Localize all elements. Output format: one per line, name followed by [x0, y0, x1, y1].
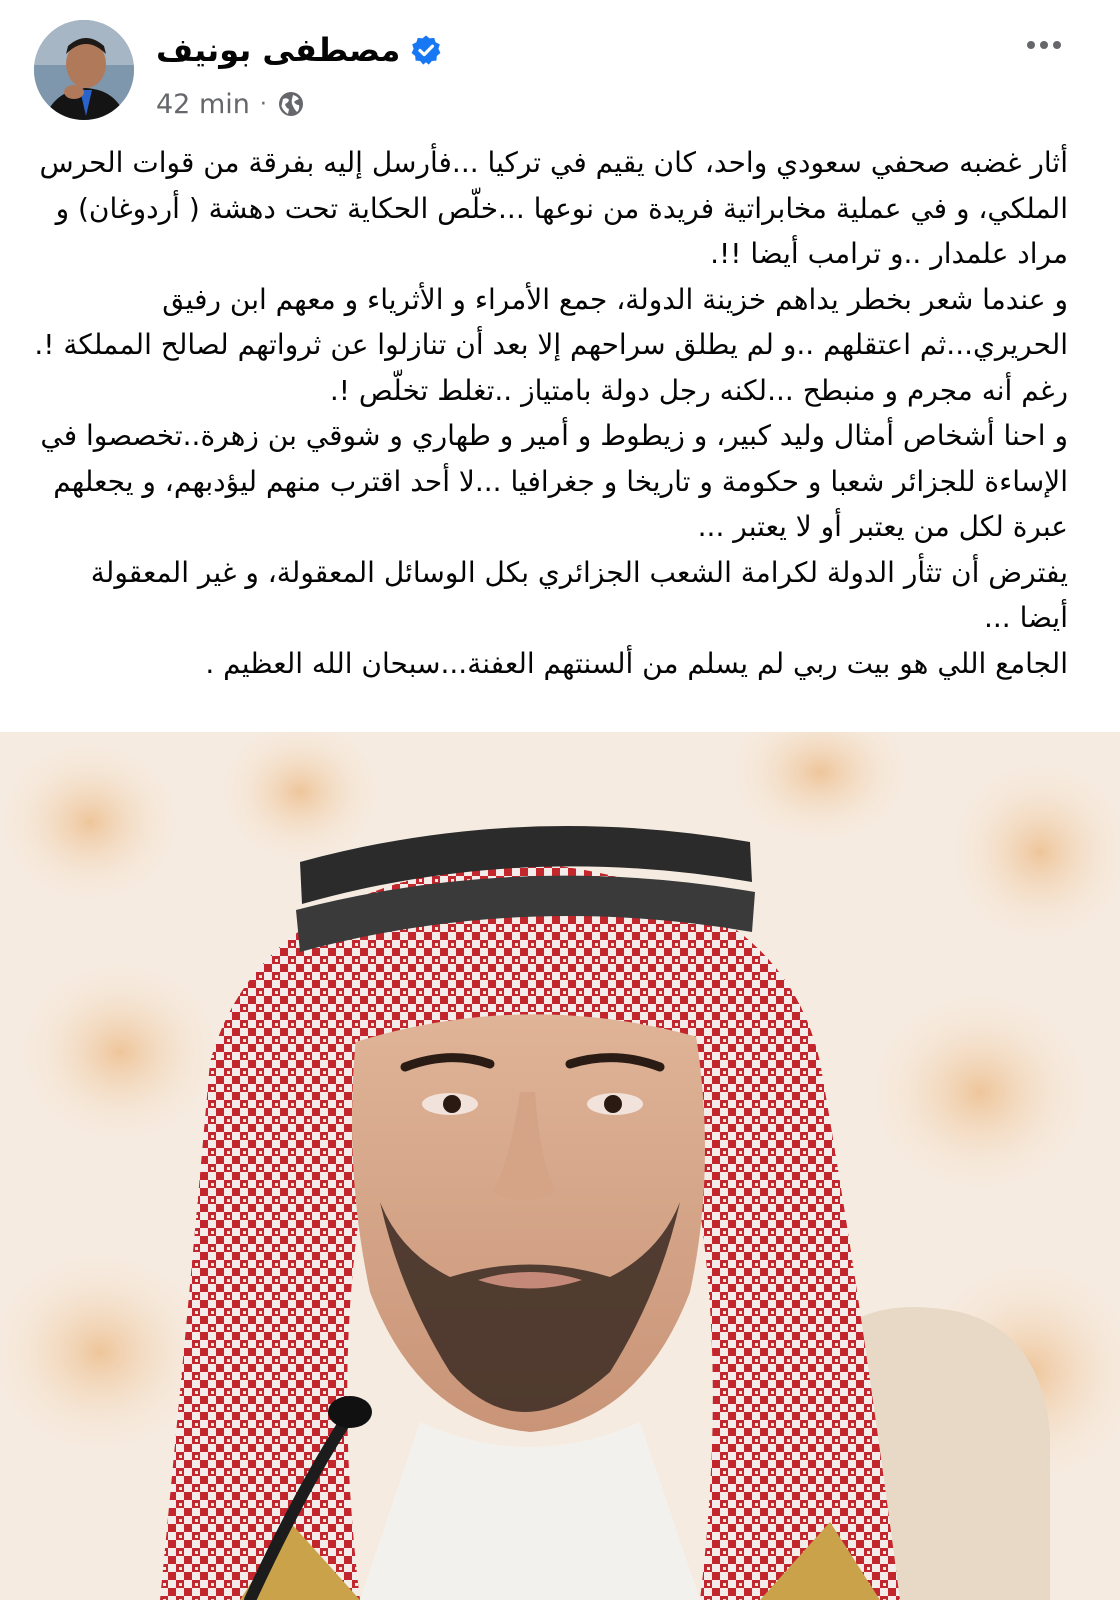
post-paragraph: الجامع اللي هو بيت ربي لم يسلم من ألسنتهم العفنة...سبحان الله العظيم .	[205, 646, 1068, 680]
post-paragraph: يفترض أن تثأر الدولة لكرامة الشعب الجزائري بكل الوسائل المعقولة، و غير المعقولة أيضا ...	[90, 555, 1068, 634]
post-paragraph: و احنا أشخاص أمثال وليد كبير، و زيطوط و أمير و طهاري و شوقي بن زهرة..تخصصوا في الإساءة للجزائر شعبا و حكومة و تاريخا و جغرافيا ...لا أحد اقترب منهم ليؤدبهم، و يجعلهم عبرة لكل من يعتبر أو لا يعتبر ...	[40, 419, 1068, 543]
verified-badge-icon	[410, 34, 442, 66]
author-avatar[interactable]	[34, 20, 134, 120]
post-body	[34, 140, 1068, 686]
author-row	[156, 28, 442, 72]
post-photo[interactable]	[0, 732, 1120, 1600]
post-paragraph: و عندما شعر بخطر يداهم خزينة الدولة، جمع الأمراء و الأثرياء و معهم ابن رفيق الحريري...ثم اعتقلهم ..و لم يطلق سراحهم إلا بعد أن تنازلوا عن ثرواتهم لصالح المملكة !.	[34, 282, 1068, 361]
more-options-button[interactable]	[1016, 30, 1072, 60]
post-time[interactable]: 42 min	[156, 88, 250, 120]
meta-separator: ·	[259, 91, 267, 117]
avatar-photo	[34, 20, 134, 120]
more-options-icon	[1053, 41, 1061, 49]
post-meta	[156, 84, 305, 124]
post-paragraph: رغم أنه مجرم و منبطح ...لكنه رجل دولة بامتياز ..تغلط تخلّص !.	[329, 373, 1068, 407]
more-options-icon	[1027, 41, 1035, 49]
post-paragraph: أثار غضبه صحفي سعودي واحد، كان يقيم في تركيا ...فأرسل إليه بفرقة من قوات الحرس الملكي، و في عملية مخابراتية فريدة من نوعها ...خلّص الحكاية تحت دهشة ( أردوغان) و مراد علمدار ..و ترامب أيضا !!.	[39, 146, 1068, 270]
globe-icon[interactable]	[277, 90, 305, 118]
portrait-image	[0, 732, 1120, 1600]
more-options-icon	[1040, 41, 1048, 49]
author-name[interactable]: مصطفى بونيف	[156, 31, 401, 69]
